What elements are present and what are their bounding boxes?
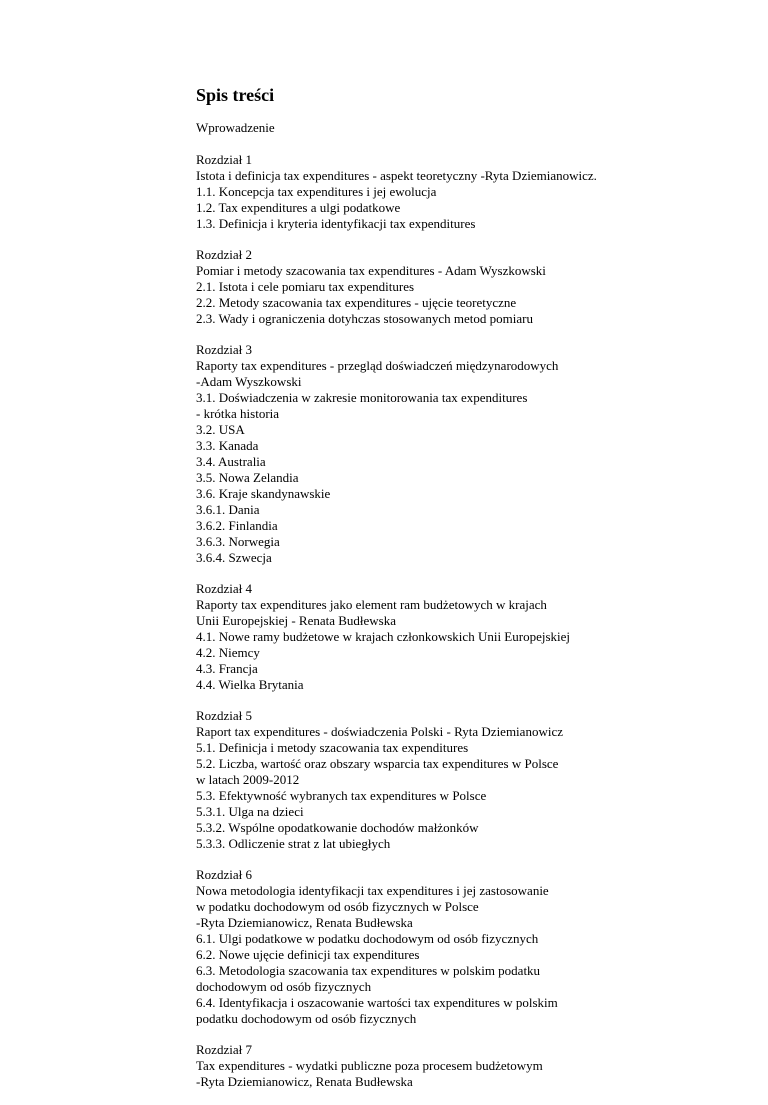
toc-line: 4.1. Nowe ramy budżetowe w krajach członkowskich Unii Europejskiej (196, 629, 571, 644)
toc-line: 3.6.4. Szwecja (196, 550, 272, 565)
chapter-4 (196, 581, 736, 693)
toc-line: 4.3. Francja (196, 661, 258, 676)
toc-line: 3.3. Kanada (196, 438, 259, 453)
toc-line: 6.4. Identyfikacja i oszacowanie wartości tax expenditures w polskim (196, 995, 558, 1010)
toc-line: 3.1. Doświadczenia w zakresie monitorowania tax expenditures (196, 390, 528, 405)
chapter-3 (196, 342, 736, 566)
toc-line: w latach 2009-2012 (196, 772, 300, 787)
toc-line: 5.2. Liczba, wartość oraz obszary wsparcia tax expenditures w Polsce (196, 756, 559, 771)
toc-line: dochodowym od osób fizycznych (196, 979, 372, 994)
intro-entry: Wprowadzenie (196, 120, 275, 135)
toc-line: 5.3. Efektywność wybranych tax expenditures w Polsce (196, 788, 487, 803)
chapter-5 (196, 708, 736, 852)
chapter-2 (196, 247, 736, 327)
toc-line: 1.3. Definicja i kryteria identyfikacji tax expenditures (196, 216, 476, 231)
toc-line: 6.1. Ulgi podatkowe w podatku dochodowym od osób fizycznych (196, 931, 539, 946)
toc-line: 3.4. Australia (196, 454, 266, 469)
toc-line: Istota i definicja tax expenditures - aspekt teoretyczny -Ryta Dziemianowicz. (196, 168, 597, 183)
toc-line: Tax expenditures - wydatki publiczne poza procesem budżetowym (196, 1058, 543, 1073)
toc-line: Unii Europejskiej - Renata Budłewska (196, 613, 397, 628)
toc-line: 2.2. Metody szacowania tax expenditures - ujęcie teoretyczne (196, 295, 517, 310)
chapter-7 (196, 1042, 736, 1090)
chapter-heading: Rozdział 6 (196, 867, 252, 882)
toc-line: w podatku dochodowym od osób fizycznych w Polsce (196, 899, 479, 914)
toc-line: 6.2. Nowe ujęcie definicji tax expenditures (196, 947, 420, 962)
toc-line: Raporty tax expenditures jako element ram budżetowych w krajach (196, 597, 547, 612)
toc-line: Raport tax expenditures - doświadczenia Polski - Ryta Dziemianowicz (196, 724, 563, 739)
toc-line: 3.6.2. Finlandia (196, 518, 278, 533)
chapter-6 (196, 867, 736, 1027)
toc-line: -Adam Wyszkowski (196, 374, 302, 389)
toc-line: 3.6.1. Dania (196, 502, 260, 517)
toc-line: 3.6.3. Norwegia (196, 534, 280, 549)
toc-line: 5.3.2. Wspólne opodatkowanie dochodów małżonków (196, 820, 479, 835)
toc-line: 1.2. Tax expenditures a ulgi podatkowe (196, 200, 401, 215)
toc-line: Raporty tax expenditures - przegląd doświadczeń międzynarodowych (196, 358, 559, 373)
toc-line: podatku dochodowym od osób fizycznych (196, 1011, 417, 1026)
chapter-heading: Rozdział 3 (196, 342, 252, 357)
chapter-heading: Rozdział 2 (196, 247, 252, 262)
chapter-1 (196, 152, 736, 232)
chapter-heading: Rozdział 1 (196, 152, 252, 167)
toc-line: -Ryta Dziemianowicz, Renata Budłewska (196, 915, 413, 930)
toc-line: Pomiar i metody szacowania tax expenditures - Adam Wyszkowski (196, 263, 546, 278)
chapter-heading: Rozdział 4 (196, 581, 252, 596)
toc-line: 5.3.1. Ulga na dzieci (196, 804, 304, 819)
toc-line: 2.3. Wady i ograniczenia dotyhczas stosowanych metod pomiaru (196, 311, 533, 326)
toc-line: 3.6. Kraje skandynawskie (196, 486, 331, 501)
chapter-heading: Rozdział 7 (196, 1042, 252, 1057)
table-of-contents (196, 84, 736, 1105)
toc-line: 5.3.3. Odliczenie strat z lat ubiegłych (196, 836, 391, 851)
toc-line: 4.2. Niemcy (196, 645, 260, 660)
toc-line: 6.3. Metodologia szacowania tax expenditures w polskim podatku (196, 963, 541, 978)
toc-line: 3.5. Nowa Zelandia (196, 470, 299, 485)
toc-line: 3.2. USA (196, 422, 245, 437)
toc-line: - krótka historia (196, 406, 280, 421)
toc-line: 4.4. Wielka Brytania (196, 677, 304, 692)
toc-line: -Ryta Dziemianowicz, Renata Budłewska (196, 1074, 413, 1089)
toc-line: 2.1. Istota i cele pomiaru tax expenditures (196, 279, 415, 294)
toc-line: Nowa metodologia identyfikacji tax expenditures i jej zastosowanie (196, 883, 549, 898)
toc-line: 5.1. Definicja i metody szacowania tax expenditures (196, 740, 469, 755)
page-title: Spis treści (196, 85, 275, 105)
chapter-heading: Rozdział 5 (196, 708, 252, 723)
toc-line: 1.1. Koncepcja tax expenditures i jej ewolucja (196, 184, 437, 199)
